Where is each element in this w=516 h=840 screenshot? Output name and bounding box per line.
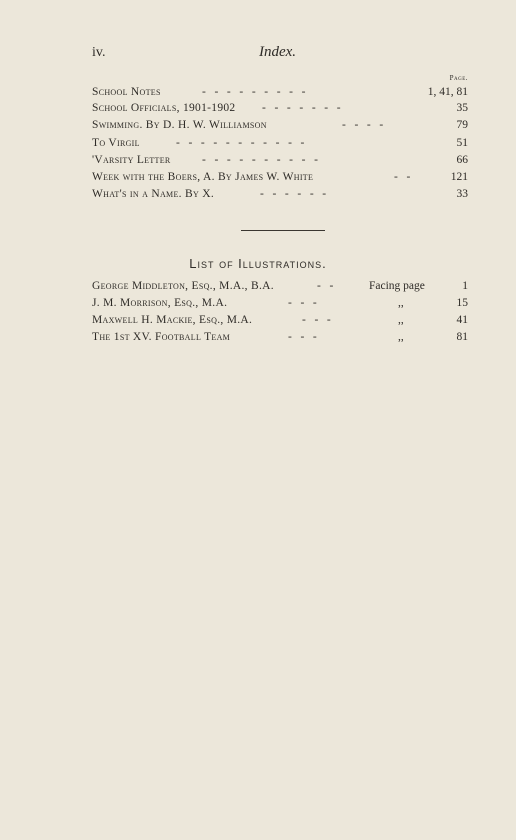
entry-title: What's in a Name. By X. (92, 188, 215, 200)
entry-page: 79 (456, 119, 468, 131)
ditto-mark: ,, (398, 331, 404, 343)
entry-leader: - - - - - - - (262, 102, 341, 114)
entry-title: School Notes (92, 86, 161, 98)
illustration-title: J. M. Morrison, Esq., M.A. (92, 297, 228, 309)
illustration-title: The 1st XV. Football Team (92, 331, 231, 343)
entry-page: 66 (456, 154, 468, 166)
index-entry (92, 188, 468, 204)
entry-leader: - - - - - - - - - (202, 86, 306, 98)
illustration-page: 15 (456, 297, 468, 309)
facing-page-label: Facing page (369, 280, 425, 292)
entry-title: Swimming. By D. H. W. Williamson (92, 119, 267, 131)
entry-page: 1, 41, 81 (427, 86, 468, 98)
illustration-entry (92, 314, 468, 330)
entry-page: 121 (450, 171, 468, 183)
illustration-entry (92, 280, 468, 296)
illustration-leader: - - - (288, 331, 317, 343)
illustration-entry (92, 331, 468, 347)
illustration-entry (92, 297, 468, 313)
entry-title: School Officials, 1901-1902 (92, 102, 236, 114)
entry-leader: - - (394, 171, 411, 183)
entry-page: 35 (456, 102, 468, 114)
index-entry (92, 171, 468, 187)
entry-title: 'Varsity Letter (92, 154, 171, 166)
illustrations-heading: List of Illustrations. (189, 256, 327, 271)
page-column-label: Page. (449, 74, 468, 82)
entry-title: Week with the Boers, A. By James W. White (92, 171, 314, 183)
illustration-page: 81 (456, 331, 468, 343)
index-entry (92, 86, 468, 102)
index-entry (92, 154, 468, 170)
entry-leader: - - - - (342, 119, 384, 131)
illustration-page: 1 (462, 280, 468, 292)
entry-title: To Virgil (92, 137, 140, 149)
illustration-leader: - - - (302, 314, 331, 326)
ditto-mark: ,, (398, 297, 404, 309)
entry-leader: - - - - - - - - - - - (176, 137, 305, 149)
entry-page: 33 (456, 188, 468, 200)
entry-leader: - - - - - - (260, 188, 327, 200)
index-entry (92, 137, 468, 153)
index-entry (92, 119, 468, 135)
illustration-title: Maxwell H. Mackie, Esq., M.A. (92, 314, 253, 326)
page-number: iv. (92, 45, 106, 60)
page-title: Index. (259, 44, 297, 60)
index-entry (92, 102, 468, 118)
section-divider (241, 230, 325, 231)
ditto-mark: ,, (398, 314, 404, 326)
illustration-leader: - - - (288, 297, 317, 309)
illustration-page: 41 (456, 314, 468, 326)
entry-page: 51 (456, 137, 468, 149)
illustration-title: George Middleton, Esq., M.A., B.A. (92, 280, 274, 292)
illustration-leader: - - (317, 280, 334, 292)
entry-leader: - - - - - - - - - - (202, 154, 318, 166)
